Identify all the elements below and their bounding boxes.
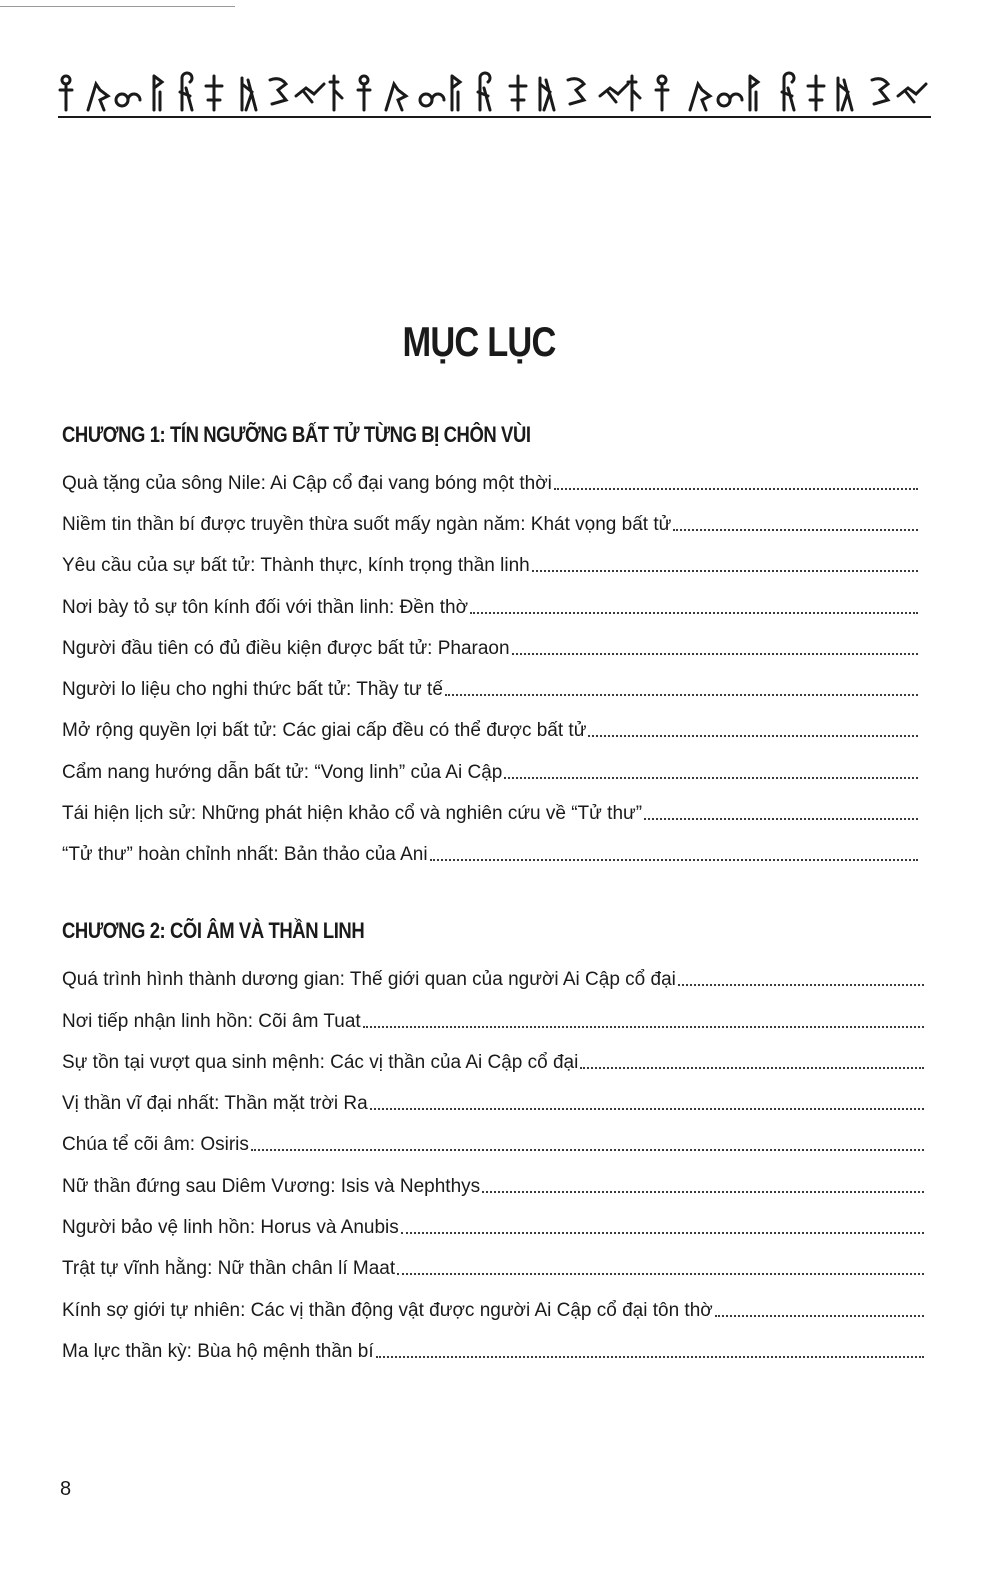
toc-entry-text: Nơi tiếp nhận linh hồn: Cõi âm Tuat <box>62 1011 361 1032</box>
hieroglyph-glyph-icon <box>718 94 742 106</box>
hieroglyph-glyph-icon <box>116 94 140 106</box>
hieroglyph-glyph-icon <box>568 79 584 104</box>
hieroglyph-glyph-icon <box>270 79 286 104</box>
dot-leader <box>715 1314 924 1317</box>
toc-entry <box>62 837 918 867</box>
dot-leader <box>251 1148 924 1151</box>
dot-leader <box>554 487 918 490</box>
hieroglyph-glyph-icon <box>88 84 108 110</box>
hieroglyph-glyph-icon <box>872 79 888 104</box>
hieroglyph-glyph-icon <box>242 78 256 110</box>
toc-entry-text: Người lo liệu cho nghi thức bất tử: Thầy tư tế <box>62 679 443 700</box>
dot-leader <box>588 734 918 737</box>
toc-entry-text: Yêu cầu của sự bất tử: Thành thực, kính trọng thần linh <box>62 555 530 576</box>
dot-leader <box>673 528 918 531</box>
toc-entry <box>62 1334 924 1364</box>
dot-leader <box>370 1107 924 1110</box>
toc-entry-text: Cẩm nang hướng dẫn bất tử: “Vong linh” của Ai Cập <box>62 762 503 783</box>
toc-entry-text: Mở rộng quyền lợi bất tử: Các giai cấp đều có thể được bất tử <box>62 720 587 741</box>
toc-entry <box>62 1251 924 1281</box>
hieroglyph-glyph-icon <box>206 76 222 110</box>
toc-entry <box>62 631 918 661</box>
page-title: MỤC LỤC <box>402 318 556 365</box>
hieroglyph-glyph-icon <box>750 76 758 110</box>
toc-entry <box>62 672 918 702</box>
dot-leader <box>470 611 918 614</box>
dot-leader <box>512 652 918 655</box>
toc-entry-text: Quà tặng của sông Nile: Ai Cập cổ đại vang bóng một thời <box>62 473 552 494</box>
hieroglyph-glyph-icon <box>690 84 710 110</box>
chapter-1-title: CHƯƠNG 1: TÍN NGƯỠNG BẤT TỬ TỪNG BỊ CHÔN VÙI <box>62 422 531 447</box>
dot-leader <box>532 569 918 572</box>
hieroglyph-glyph-icon <box>510 76 526 110</box>
toc-entry <box>62 796 918 826</box>
hieroglyph-glyph-icon <box>656 76 668 110</box>
dot-leader <box>482 1190 924 1193</box>
hieroglyph-glyph-icon <box>600 84 628 102</box>
dot-leader <box>363 1025 924 1028</box>
toc-entry-text: Nơi bày tỏ sự tôn kính đối với thần linh: Đền thờ <box>62 597 469 618</box>
toc-entry <box>62 962 924 992</box>
toc-entry <box>62 713 918 743</box>
hieroglyph-strip <box>58 68 931 116</box>
hieroglyph-glyph-icon <box>478 73 490 110</box>
toc-entry-text: Nữ thần đứng sau Diêm Vương: Isis và Nephthys <box>62 1176 481 1197</box>
toc-entry <box>62 1086 924 1116</box>
toc-entry-text: Người bảo vệ linh hồn: Horus và Anubis <box>62 1217 399 1238</box>
toc-entry <box>62 466 918 496</box>
hieroglyph-glyph-icon <box>420 94 444 106</box>
hieroglyph-glyph-icon <box>540 78 554 110</box>
dot-leader <box>445 693 918 696</box>
toc-entry <box>62 1127 924 1157</box>
toc-entry-text: Ma lực thần kỳ: Bùa hộ mệnh thần bí <box>62 1341 374 1362</box>
toc-entry-text: Trật tự vĩnh hằng: Nữ thần chân lí Maat <box>62 1258 396 1279</box>
toc-entry <box>62 1293 924 1323</box>
dot-leader <box>401 1231 924 1234</box>
hieroglyph-glyph-icon <box>452 76 460 110</box>
hieroglyph-glyph-icon <box>154 76 162 110</box>
toc-entry <box>62 1169 924 1199</box>
dot-leader <box>644 817 918 820</box>
top-rule <box>0 6 235 7</box>
hieroglyph-glyph-icon <box>330 76 342 110</box>
dot-leader <box>397 1272 924 1275</box>
dot-leader <box>376 1355 924 1358</box>
toc-entry-text: Tái hiện lịch sử: Những phát hiện khảo cổ và nghiên cứu về “Tử thư” <box>62 803 643 824</box>
hieroglyph-border-icon <box>58 68 931 118</box>
toc-entry-text: Sự tồn tại vượt qua sinh mệnh: Các vị thần của Ai Cập cổ đại <box>62 1052 579 1073</box>
toc-entry <box>62 507 918 537</box>
toc-entry <box>62 1210 924 1240</box>
chapter-2-title: CHƯƠNG 2: CÕI ÂM VÀ THẦN LINH <box>62 918 365 943</box>
dot-leader <box>504 776 918 779</box>
hieroglyph-glyph-icon <box>60 76 72 110</box>
toc-entry <box>62 590 918 620</box>
toc-entry-text: Chúa tể cõi âm: Osiris <box>62 1134 249 1155</box>
hieroglyph-glyph-icon <box>386 84 406 110</box>
toc-entry-text: “Tử thư” hoàn chỉnh nhất: Bản thảo của Ani <box>62 844 428 865</box>
hieroglyph-glyph-icon <box>628 76 640 110</box>
toc-entry <box>62 1004 924 1034</box>
toc-entry <box>62 755 918 785</box>
toc-entry-text: Quá trình hình thành dương gian: Thế giới quan của người Ai Cập cổ đại <box>62 969 676 990</box>
hieroglyph-glyph-icon <box>782 73 794 110</box>
hieroglyph-glyph-icon <box>898 84 926 102</box>
toc-entry-text: Niềm tin thần bí được truyền thừa suốt mấy ngàn năm: Khát vọng bất tử <box>62 514 672 535</box>
toc-entry-text: Người đầu tiên có đủ điều kiện được bất tử: Pharaon <box>62 638 510 659</box>
dot-leader <box>430 858 918 861</box>
hieroglyph-glyph-icon <box>358 76 370 110</box>
hieroglyph-glyph-icon <box>838 78 852 110</box>
toc-entry <box>62 1045 924 1075</box>
hieroglyph-glyph-icon <box>180 73 192 110</box>
hieroglyph-glyph-icon <box>808 76 824 110</box>
hieroglyph-glyph-icon <box>296 84 324 102</box>
page-number: 8 <box>60 1478 72 1500</box>
toc-entry-text: Vị thần vĩ đại nhất: Thần mặt trời Ra <box>62 1093 368 1114</box>
toc-entry-text: Kính sợ giới tự nhiên: Các vị thần động vật được người Ai Cập cổ đại tôn thờ <box>62 1300 713 1321</box>
toc-entry <box>62 548 918 578</box>
dot-leader <box>678 983 924 986</box>
dot-leader <box>580 1066 924 1069</box>
